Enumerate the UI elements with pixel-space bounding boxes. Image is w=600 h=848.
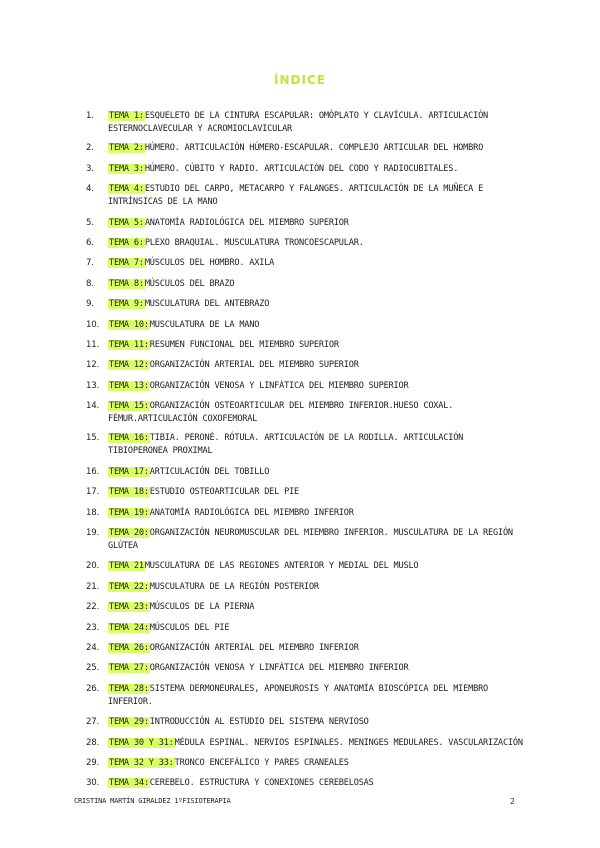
toc-item-number: 5. [86, 217, 94, 228]
toc-item [86, 319, 526, 332]
toc-item-number: 10. [86, 319, 100, 330]
toc-item [86, 560, 526, 573]
toc-item-text: ESTUDIO DEL CARPO, METACARPO Y FALANGES. ARTICULACIÓN DE LA MUÑECA E INTRÍNSICAS DE LA MANO [108, 184, 484, 208]
toc-item-text: ANATOMÍA RADIOLÓGICA DEL MIEMBRO INFERIOR [149, 507, 354, 518]
toc-item-text: MÚSCULOS DEL BRAZO [144, 278, 235, 289]
toc-item-text: MUSCULATURA DE LA REGIÓN POSTERIOR [149, 581, 319, 592]
index-title: ÍNDICE [274, 73, 326, 87]
toc-item [86, 278, 526, 291]
toc-item-tema: TEMA 9: [109, 299, 144, 310]
toc-item-text: MÚSCULOS DEL HOMBRO. AXILA [144, 258, 275, 269]
toc-item-number: 2. [86, 143, 94, 154]
toc-item [86, 163, 526, 176]
toc-item-text: CEREBELO. ESTRUCTURA Y CONEXIONES CEREBELOSAS [149, 778, 374, 789]
toc-item-number: 9. [86, 299, 94, 310]
toc-item [86, 298, 526, 311]
toc-item [86, 142, 526, 155]
toc-item [86, 527, 526, 553]
toc-item-text: MUSCULATURA DE LAS REGIONES ANTERIOR Y MEDIAL DEL MUSLO [144, 561, 419, 572]
toc-item-tema: TEMA 30 Y 31: [109, 737, 174, 748]
toc-item-number: 25. [86, 663, 100, 674]
toc-item-text: INTRODUCCIÓN AL ESTUDIO DEL SISTEMA NERVIOSO [149, 717, 369, 728]
toc-item-text: ORGANIZACIÓN ARTERIAL DEL MIEMBRO INFERIOR [149, 642, 359, 653]
toc-item-number: 15. [86, 433, 100, 444]
toc-item [86, 110, 526, 136]
toc-item [86, 716, 526, 729]
toc-item-number: 8. [86, 278, 94, 289]
toc-item-number: 22. [86, 602, 100, 613]
toc-item-text: ORGANIZACIÓN VENOSA Y LINFÁTICA DEL MIEMBRO INFERIOR [149, 663, 409, 674]
toc-item-text: PLEXO BRAQUIAL. MUSCULATURA TRONCOESCAPULAR. [144, 237, 364, 248]
toc-item-number: 16. [86, 466, 100, 477]
toc-item [86, 237, 526, 250]
toc-item-number: 14. [86, 401, 100, 412]
toc-item-tema: TEMA 18: [109, 487, 149, 498]
toc-item-number: 27. [86, 717, 100, 728]
toc-item-tema: TEMA 11: [109, 339, 149, 350]
toc-item-number: 11. [86, 339, 100, 350]
toc-item-tema: TEMA 5: [109, 217, 144, 228]
toc-item [86, 257, 526, 270]
toc-item-number: 7. [86, 258, 94, 269]
toc-item-tema: TEMA 6: [109, 237, 144, 248]
toc-item-tema: TEMA 7: [109, 258, 144, 269]
toc-item [86, 217, 526, 230]
toc-item [86, 737, 526, 750]
toc-item-text: ORGANIZACIÓN VENOSA Y LINFÁTICA DEL MIEMBRO SUPERIOR [149, 380, 409, 391]
toc-item-tema: TEMA 28: [109, 683, 149, 694]
toc-item-number: 26. [86, 683, 100, 694]
toc-item-tema: TEMA 29: [109, 717, 149, 728]
toc-item-text: TIBIA. PERONÉ. RÓTULA. ARTICULACIÓN DE LA RODILLA. ARTICULACIÓN TIBIOPERONEA PROXIMAL [108, 433, 464, 457]
toc-item-tema: TEMA 15: [109, 401, 149, 412]
toc-item-tema: TEMA 17: [109, 466, 149, 477]
toc-item-text: MUSCULATURA DEL ANTEBRAZO [144, 299, 270, 310]
toc-item-tema: TEMA 27: [109, 663, 149, 674]
toc-item-number: 1. [86, 111, 94, 121]
toc-item [86, 683, 526, 709]
toc-item-text: ANATOMÍA RADIOLÓGICA DEL MIEMBRO SUPERIOR [144, 217, 349, 228]
footer-author: CRISTINA MARTÍN GIRALDEZ 1ºFISIOTERAPIA [74, 797, 231, 805]
toc-item-tema: TEMA 19: [109, 507, 149, 518]
toc-item [86, 757, 526, 770]
toc-item-number: 21. [86, 581, 100, 592]
toc-item-text: ORGANIZACIÓN OSTEOARTICULAR DEL MIEMBRO INFERIOR.HUESO COXAL. FÉMUR.ARTICULACIÓN COXOFEMORAL [108, 401, 454, 425]
toc-item-text: SISTEMA DERMONEURALES, APONEUROSIS Y ANATOMÍA BIOSCÓPICA DEL MIEMBRO INFERIOR. [108, 683, 489, 707]
toc-item [86, 507, 526, 520]
toc-item-tema: TEMA 32 Y 33: [109, 757, 174, 768]
toc-item-number: 24. [86, 642, 100, 653]
toc-item [86, 400, 526, 426]
toc-item-tema: TEMA 12: [109, 360, 149, 371]
toc-item-text: HÚMERO. CÚBITO Y RADIO. ARTICULACIÓN DEL CODO Y RADIOCUBITALES. [144, 163, 459, 174]
toc-item-text: ESTUDIO OSTEOARTICULAR DEL PIE [149, 487, 300, 498]
toc-item-tema: TEMA 1: [109, 111, 144, 121]
toc-item-number: 3. [86, 163, 94, 174]
toc-item-text: MUSCULATURA DE LA MANO [149, 319, 260, 330]
toc-item-tema: TEMA 24: [109, 622, 149, 633]
toc-item [86, 642, 526, 655]
toc-item [86, 486, 526, 499]
toc-item-number: 17. [86, 487, 100, 498]
toc-item-number: 18. [86, 507, 100, 518]
toc-item-tema: TEMA 22: [109, 581, 149, 592]
toc-item-text: MÚSCULOS DE LA PIERNA [149, 602, 255, 613]
toc-item-tema: TEMA 34: [109, 778, 149, 789]
toc-item-tema: TEMA 3: [109, 163, 144, 174]
toc-item-tema: TEMA 10: [109, 319, 149, 330]
toc-item-tema: TEMA 26: [109, 642, 149, 653]
toc-item [86, 622, 526, 635]
toc-item-text: RESUMEN FUNCIONAL DEL MIEMBRO SUPERIOR [149, 339, 339, 350]
toc-item [86, 662, 526, 675]
toc-item-text: MÚSCULOS DEL PIE [149, 622, 230, 633]
toc-item-number: 12. [86, 360, 100, 371]
toc-item-text: ORGANIZACIÓN NEUROMUSCULAR DEL MIEMBRO INFERIOR. MUSCULATURA DE LA REGIÓN GLÚTEA [108, 528, 513, 552]
toc-item-tema: TEMA 23: [109, 602, 149, 613]
toc-item-tema: TEMA 2: [109, 143, 144, 154]
toc-item-number: 19. [86, 528, 100, 539]
toc-item-tema: TEMA 13: [109, 380, 149, 391]
table-of-contents [86, 110, 526, 798]
toc-item-text: ORGANIZACIÓN ARTERIAL DEL MIEMBRO SUPERIOR [149, 360, 359, 371]
toc-item-number: 28. [86, 737, 100, 748]
toc-item-text: ESQUELETO DE LA CINTURA ESCAPULAR: OMÓPLATO Y CLAVÍCULA. ARTICULACIÓN ESTERNOCLAVECULAR Y ACROMIOCLAVICULAR [108, 111, 489, 134]
toc-item-number: 23. [86, 622, 100, 633]
toc-item-text: MÉDULA ESPINAL. NERVIOS ESPINALES. MENINGES MEDULARES. VASCULARIZACIÓN [174, 737, 523, 748]
toc-item-number: 30. [86, 778, 100, 789]
toc-item [86, 466, 526, 479]
toc-item [86, 359, 526, 372]
toc-item [86, 581, 526, 594]
toc-item [86, 601, 526, 614]
toc-item-tema: TEMA 8: [109, 278, 144, 289]
toc-item-number: 20. [86, 561, 100, 572]
toc-item-text: TRONCO ENCEFÁLICO Y PARES CRANEALES [174, 757, 349, 768]
toc-item-tema: TEMA 16: [109, 433, 149, 444]
toc-item-text: ARTICULACIÓN DEL TOBILLO [149, 466, 270, 477]
toc-item-number: 13. [86, 380, 100, 391]
toc-item [86, 380, 526, 393]
toc-item-tema: TEMA 4: [109, 184, 144, 195]
toc-item-number: 6. [86, 237, 94, 248]
toc-item-text: HÚMERO. ARTICULACIÓN HÚMERO-ESCAPULAR. COMPLEJO ARTICULAR DEL HOMBRO [144, 143, 484, 154]
toc-item-tema: TEMA 20: [109, 528, 149, 539]
page-number: 2 [510, 797, 515, 806]
toc-item [86, 777, 526, 790]
toc-item [86, 183, 526, 209]
toc-item [86, 339, 526, 352]
toc-item [86, 432, 526, 458]
toc-item-tema: TEMA 21 [109, 561, 144, 572]
toc-item-number: 4. [86, 184, 94, 195]
toc-item-number: 29. [86, 757, 100, 768]
